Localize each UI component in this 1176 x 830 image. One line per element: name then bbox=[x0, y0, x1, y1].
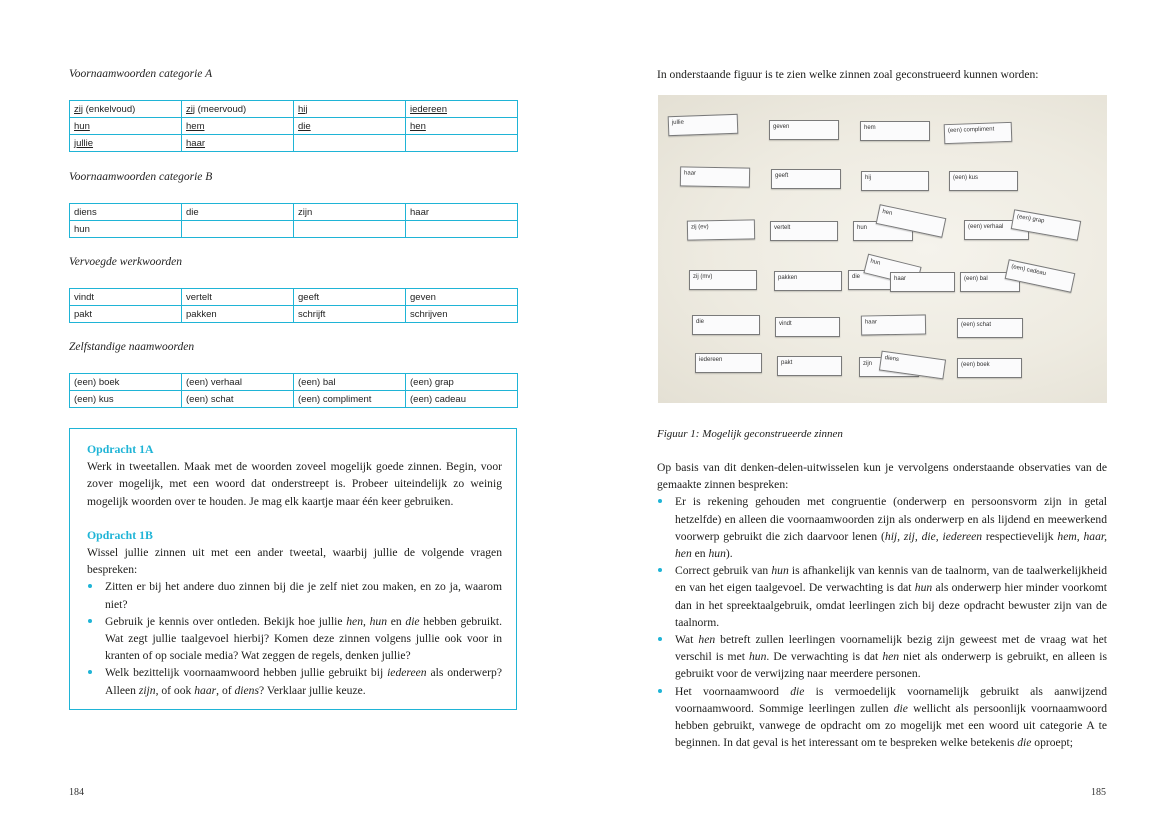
word-card: hem bbox=[860, 121, 930, 141]
word-cell: hen bbox=[406, 118, 518, 135]
list-item: Zitten er bij het andere duo zinnen bij die je zelf niet zou maken, en zo ja, waarom niet? bbox=[87, 578, 502, 612]
list-item: Er is rekening gehouden met congruentie (onderwerp en persoonsvorm zijn in getal hetzelfde) en alleen die voornaamwoorden zijn als onderwerp en als lijdend en meewerkend voorwerp gebruikt die zich daarvoor lenen (hij, zij, die, iedereen respectievelijk hem, haar, hen en hun). bbox=[657, 493, 1107, 562]
word-cell: (een) boek bbox=[70, 374, 182, 391]
word-cell: schrijft bbox=[294, 306, 406, 323]
word-card: vertelt bbox=[770, 221, 838, 241]
word-cell: zij (enkelvoud) bbox=[70, 101, 182, 118]
word-card: jullie bbox=[668, 114, 739, 136]
word-card: geeft bbox=[771, 169, 841, 189]
assignment-1a-text: Werk in tweetallen. Maak met de woorden zoveel mogelijk goede zinnen. Begin, voor zover mogelijk, met een woord dat onderstreept is. Probeer uiteindelijk zo weinig mogelijk woorden over te houden. Je mag elk kaartje maar één keer gebruiken. bbox=[87, 460, 502, 508]
word-cell: (een) bal bbox=[294, 374, 406, 391]
verbs-heading: Vervoegde werkwoorden bbox=[69, 256, 182, 268]
word-card: pakken bbox=[774, 271, 842, 291]
nouns-heading: Zelfstandige naamwoorden bbox=[69, 341, 195, 353]
page-number-right: 185 bbox=[1091, 787, 1106, 798]
word-cell: die bbox=[294, 118, 406, 135]
discussion-section bbox=[657, 459, 1107, 751]
word-cell: hun bbox=[70, 118, 182, 135]
right-page bbox=[588, 0, 1176, 830]
table-row bbox=[70, 391, 518, 408]
table-row bbox=[70, 289, 518, 306]
word-card: die bbox=[692, 315, 760, 335]
word-card: hun bbox=[863, 254, 921, 287]
assignment-1b-intro: Wissel jullie zinnen uit met een ander tweetal, waarbij jullie de volgende vragen bespreken: bbox=[87, 546, 502, 577]
word-card: zijn bbox=[859, 357, 919, 377]
word-cell: diens bbox=[70, 204, 182, 221]
word-card: (een) schat bbox=[957, 318, 1023, 338]
list-item: Het voornaamwoord die is vermoedelijk voornamelijk gebruikt als aanwijzend voornaamwoord. Sommige leerlingen zullen die wellicht als persoonlijk voornaamwoord hebben gebruikt, vanwege de opdracht om zo mogelijk met een woord uit categorie A te beginnen. In dat geval is het interessant om te bespreken welke betekenis die oproept; bbox=[657, 683, 1107, 752]
word-card: haar bbox=[890, 272, 955, 292]
word-card: haar bbox=[861, 314, 926, 335]
word-cell: hij bbox=[294, 101, 406, 118]
word-cell: hun bbox=[70, 221, 182, 238]
word-card: hij bbox=[861, 171, 929, 191]
table-row bbox=[70, 306, 518, 323]
assignment-1a-title: Opdracht 1A bbox=[87, 442, 154, 456]
word-cell bbox=[406, 135, 518, 152]
word-card: vindt bbox=[775, 317, 840, 337]
figure-intro: In onderstaande figuur is te zien welke zinnen zoal geconstrueerd kunnen worden: bbox=[657, 68, 1039, 81]
list-item: Wat hen betreft zullen leerlingen voornamelijk bezig zijn geweest met de vraag wat het verschil is met hun. De verwachting is dat hen niet als onderwerp is gebruikt, en alleen is gebruikt voor de verwijzing naar meerdere personen. bbox=[657, 631, 1107, 683]
word-cell: die bbox=[182, 204, 294, 221]
list-item: Correct gebruik van hun is afhankelijk van kennis van de taalnorm, van de taalwerkelijkheid en van het eigen taalgevoel. De verwachting is dat hun als onderwerp hier minder voorkomt dan in het spreektaalgebruik, omdat leerlingen zich bij deze opdracht bewuster zijn van de taalnorm. bbox=[657, 562, 1107, 631]
word-card: haar bbox=[680, 166, 750, 187]
word-cell: (een) grap bbox=[406, 374, 518, 391]
observations-list bbox=[657, 493, 1107, 751]
word-cell: pakken bbox=[182, 306, 294, 323]
word-cell: haar bbox=[182, 135, 294, 152]
word-cell bbox=[406, 221, 518, 238]
nouns-table bbox=[69, 373, 518, 408]
word-card: (een) grap bbox=[1011, 209, 1081, 241]
word-cell: vindt bbox=[70, 289, 182, 306]
table-row bbox=[70, 118, 518, 135]
table-row bbox=[70, 101, 518, 118]
category-b-heading: Voornaamwoorden categorie B bbox=[69, 171, 213, 183]
figure-photo-word-cards bbox=[658, 95, 1107, 403]
word-card: (een) verhaal bbox=[964, 220, 1029, 240]
word-card: (een) bal bbox=[960, 272, 1020, 292]
word-cell: iedereen bbox=[406, 101, 518, 118]
word-cell: jullie bbox=[70, 135, 182, 152]
word-cell: (een) compliment bbox=[294, 391, 406, 408]
word-card: (een) cadeau bbox=[1005, 259, 1076, 293]
word-cell: (een) cadeau bbox=[406, 391, 518, 408]
table-row bbox=[70, 135, 518, 152]
page-number-left: 184 bbox=[69, 787, 84, 798]
word-card: (een) boek bbox=[957, 358, 1022, 378]
word-cell: (een) kus bbox=[70, 391, 182, 408]
table-row bbox=[70, 374, 518, 391]
word-card: iedereen bbox=[695, 353, 762, 373]
word-card: pakt bbox=[777, 356, 842, 376]
word-cell: schrijven bbox=[406, 306, 518, 323]
category-a-heading: Voornaamwoorden categorie A bbox=[69, 68, 213, 80]
word-card: geven bbox=[769, 120, 839, 140]
word-cell bbox=[182, 221, 294, 238]
word-card: die bbox=[848, 270, 893, 290]
assignment-1b-title: Opdracht 1B bbox=[87, 527, 153, 542]
table-row bbox=[70, 204, 518, 221]
category-b-table bbox=[69, 203, 518, 238]
word-cell: hem bbox=[182, 118, 294, 135]
word-card: (een) compliment bbox=[944, 122, 1013, 144]
assignment-box bbox=[69, 428, 517, 710]
table-row bbox=[70, 221, 518, 238]
word-cell: pakt bbox=[70, 306, 182, 323]
assignment-1b-questions bbox=[87, 578, 502, 698]
list-item: Welk bezittelijk voornaamwoord hebben jullie gebruikt bij iedereen als onderwerp? Alleen zijn, of ook haar, of diens? Verklaar jullie keuze. bbox=[87, 664, 502, 698]
word-cell: (een) verhaal bbox=[182, 374, 294, 391]
word-cell: geven bbox=[406, 289, 518, 306]
word-cell: zijn bbox=[294, 204, 406, 221]
word-card: zij (ev) bbox=[687, 219, 755, 240]
word-cell bbox=[294, 135, 406, 152]
word-card: (een) kus bbox=[949, 171, 1018, 191]
word-cell: vertelt bbox=[182, 289, 294, 306]
word-card: zij (mv) bbox=[689, 270, 757, 290]
word-cell: geeft bbox=[294, 289, 406, 306]
category-a-table bbox=[69, 100, 518, 152]
word-cell: (een) schat bbox=[182, 391, 294, 408]
word-card: hun bbox=[853, 221, 913, 241]
discussion-intro: Op basis van dit denken-delen-uitwisselen kun je vervolgens onderstaande observaties van de gemaakte zinnen bespreken: bbox=[657, 461, 1107, 492]
word-card: hen bbox=[876, 204, 947, 238]
word-card: diens bbox=[879, 351, 946, 380]
figure-caption: Figuur 1: Mogelijk geconstrueerde zinnen bbox=[657, 428, 843, 440]
verbs-table bbox=[69, 288, 518, 323]
list-item: Gebruik je kennis over ontleden. Bekijk hoe jullie hen, hun en die hebben gebruikt. Wat zegt jullie taalgevoel hierbij? Komen deze zinnen volgens jullie ook voor in kranten of op sociale media? Wat zeggen de regels, denken jullie? bbox=[87, 613, 502, 665]
word-cell: zij (meervoud) bbox=[182, 101, 294, 118]
word-cell: haar bbox=[406, 204, 518, 221]
word-cell bbox=[294, 221, 406, 238]
